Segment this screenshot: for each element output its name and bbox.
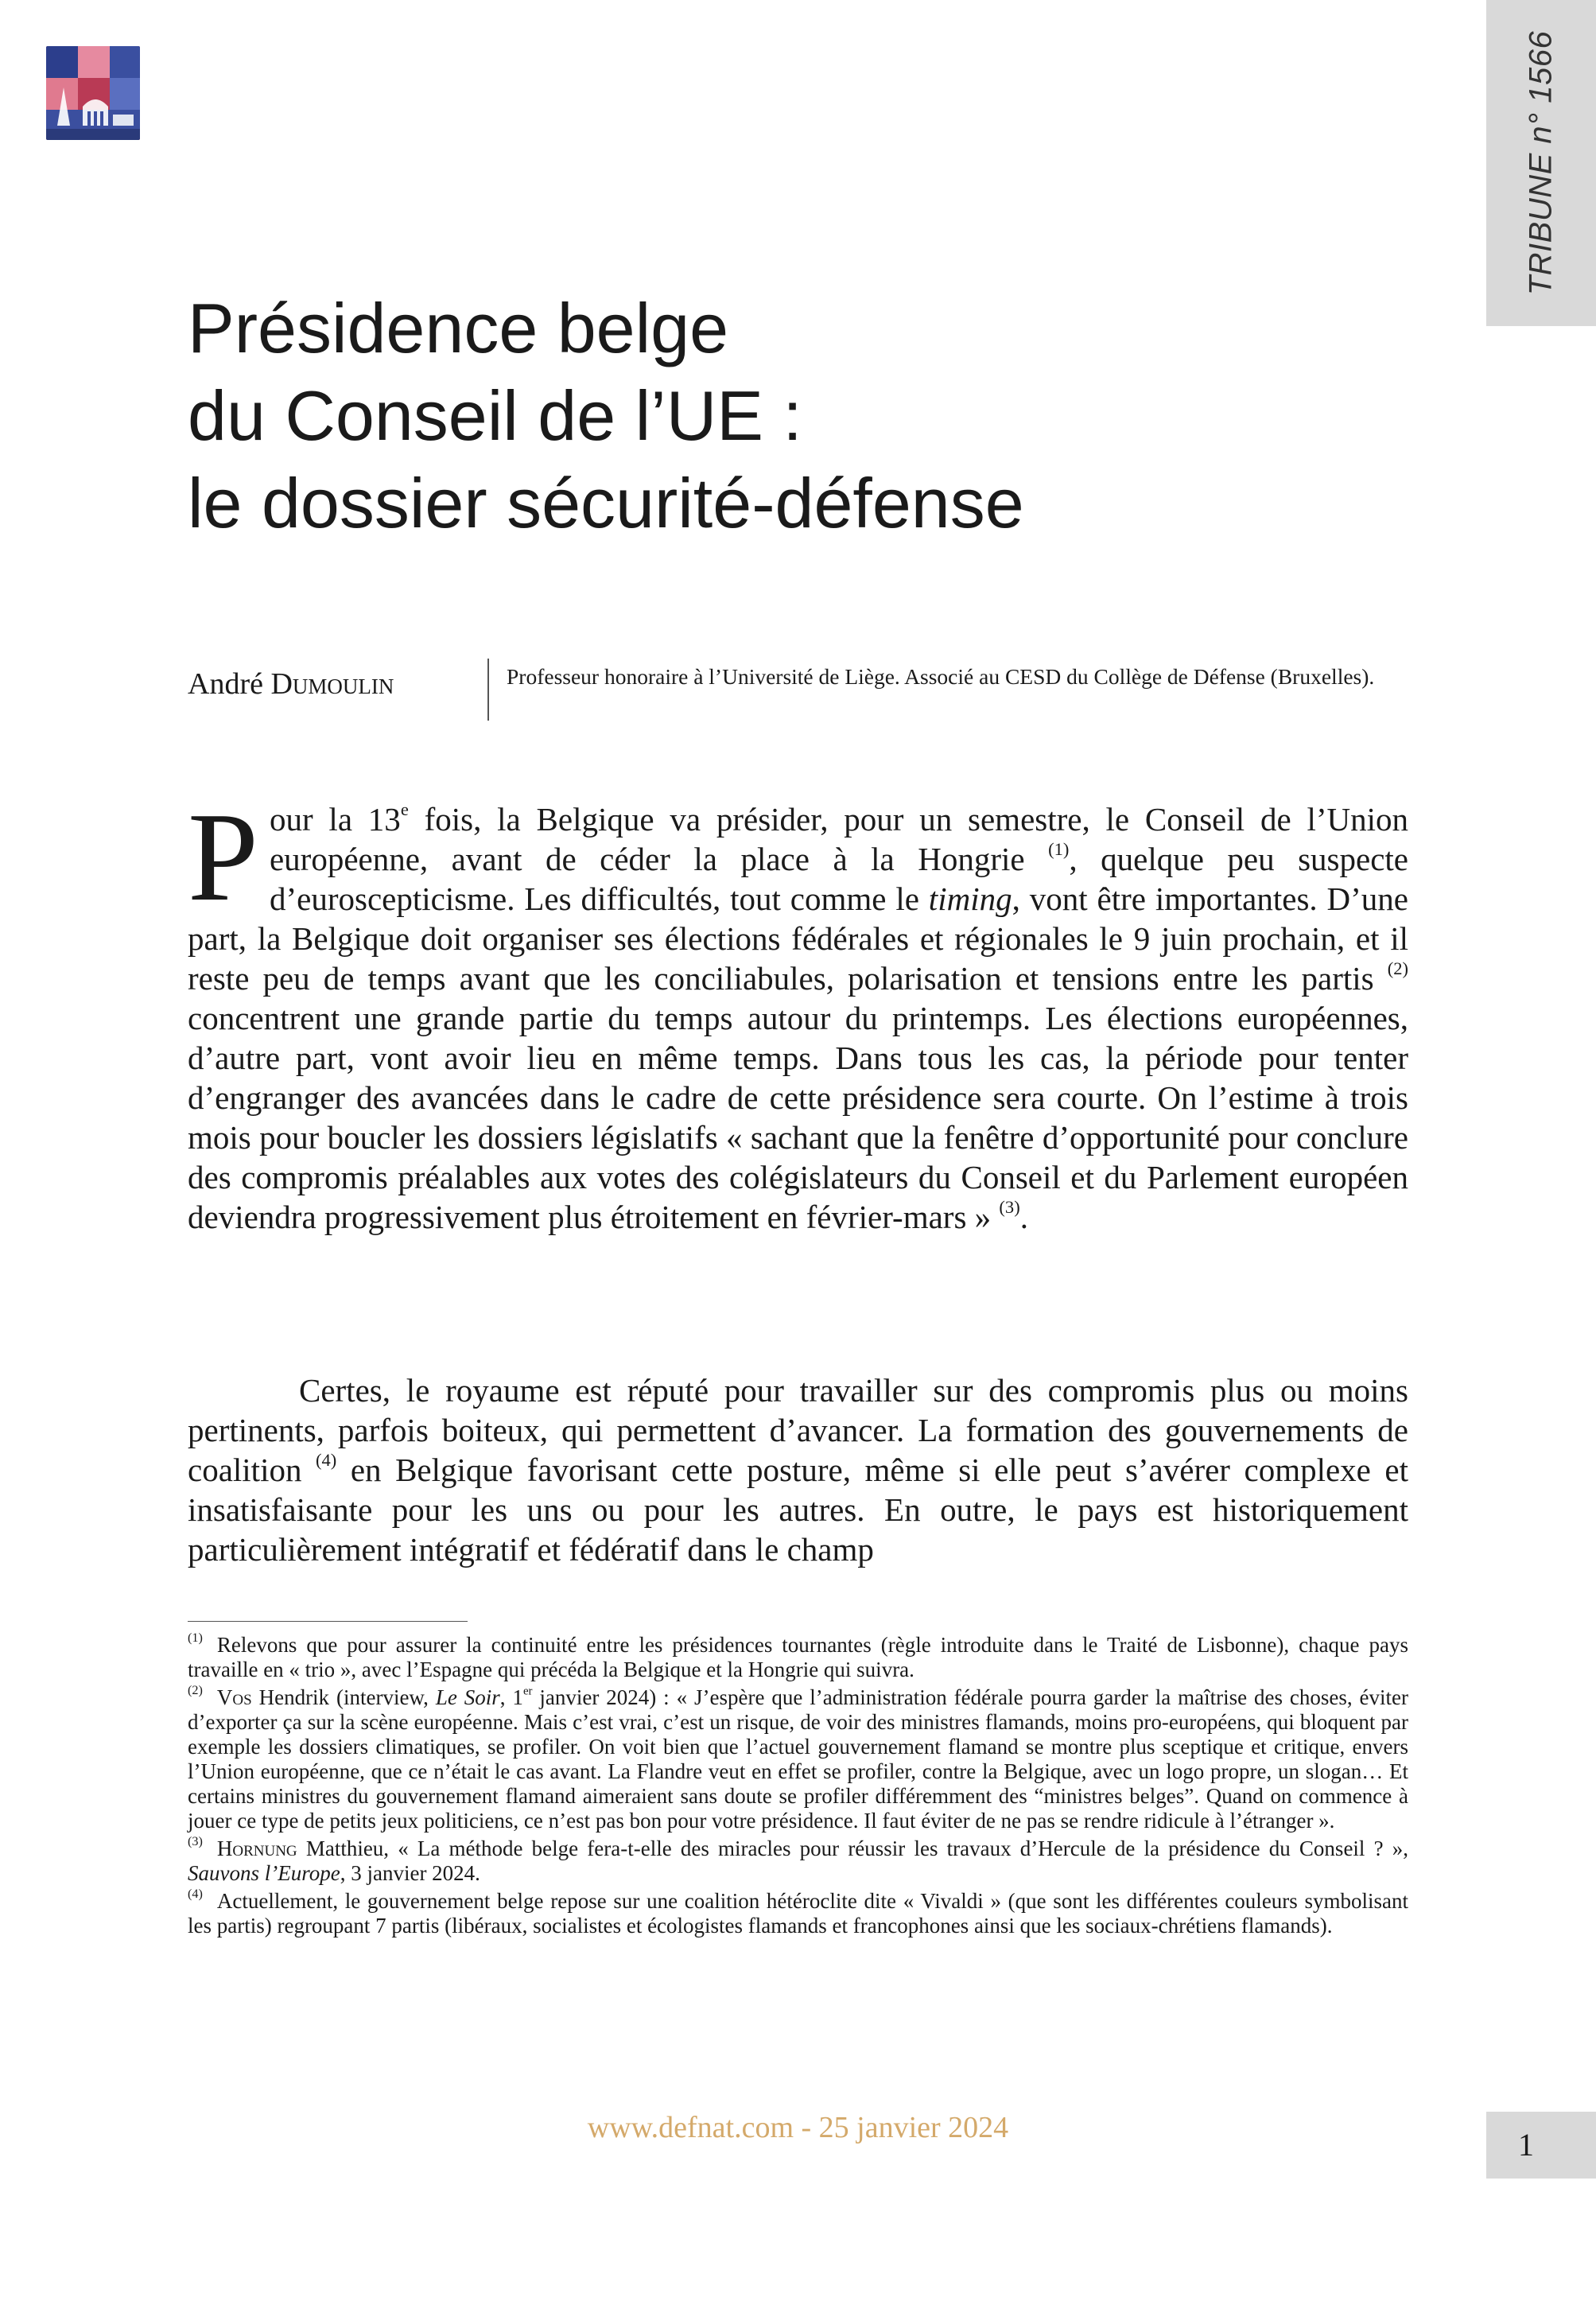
para1-text-1: our la 13 [269,801,401,838]
footnotes [188,1633,1408,1941]
tribune-number: TRIBUNE n° 1566 [1523,30,1559,296]
footer-url-date[interactable]: www.defnat.com - 25 janvier 2024 [587,2111,1009,2144]
author-first-name: André [188,667,263,701]
title-line-3: le dossier sécurité-défense [188,464,1024,542]
footnote-ref-3[interactable]: (3) [999,1196,1020,1217]
drop-cap: P [188,786,258,927]
footnote-ref-2[interactable]: (2) [1387,958,1408,978]
footnote-2-number: (2) [188,1683,203,1698]
author-affiliation: Professeur honoraire à l’Université de Liège. Associé au CESD du Collège de Défense (Bruxelles). [507,664,1375,689]
footnote-1-number: (1) [188,1631,203,1646]
title-line-2: du Conseil de l’UE : [188,376,802,455]
para2-text-1: Certes, le royaume est réputé pour travailler sur des compromis plus ou moins pertinents, parfois boiteux, qui permettent d’avancer. La formation des gouvernements de coalition [188,1372,1408,1488]
para1-text-6: . [1019,1199,1028,1235]
footnote-2-sup: er [522,1685,533,1698]
footnote-2-text-2: , 1 [499,1685,523,1709]
footnote-3-author: Hornung [216,1837,297,1860]
footnote-3-text-1: Matthieu, « La méthode belge fera-t-elle des miracles pour réussir les travaux d’Hercule de la présidence du Conseil ? », [297,1837,1408,1860]
footnote-4-text: Actuellement, le gouvernement belge repose sur une coalition hétéroclite dite « Vivaldi » (que sont les différentes couleurs symbolisant les partis) regroupant 7 partis (libéraux, socialistes et écologistes flamands et francophones ainsi que les sociaux-chrétiens flamands). [188,1889,1408,1938]
footnote-1 [188,1633,1408,1682]
footnote-2 [188,1685,1408,1833]
footnote-2-text-1: Hendrik (interview, [251,1685,436,1709]
footnote-1-text: Relevons que pour assurer la continuité entre les présidences tournantes (règle introduite dans le Traité de Lisbonne), chaque pays travaille en « trio », avec l’Espagne qui précéda la Belgique et la Hongrie qui suivra. [188,1633,1408,1681]
author-divider [487,659,489,721]
para1-italic: timing [928,880,1012,917]
footnote-2-text-3: janvier 2024) : « J’espère que l’administration fédérale pourra garder la maîtrise des choses, éviter d’exporter ça sur la scène européenne. Mais c’est vrai, c’est un risque, de voir des ministres flamands, moins pro-européens, qui bloquent par exemple les dossiers climatiques, se profiler. On voit bien que l’actuel gouvernement flamand se montre plus sceptique et critique, envers l’Union européenne, que ce n’était le cas avant. La Flandre veut en effet se profiler, contre la Belgique, avec un logo propre, un slogan… Et certains ministres du gouvernement flamand aimeraient sans doute se profiler différemment des “ministres belges”. Quand on commence à jouer ce type de petits jeux politiciens, ce n’est pas bon pour votre présidence. Il faut éviter de ne pas se rendre ridicule à l’étranger ». [188,1685,1408,1833]
para1-text-5: concentrent une grande partie du temps autour du printemps. Les élections européennes, d’autre part, vont avoir lieu en même temps. Dans tous les cas, la période pour tenter d’engranger des avancées dans le cadre de cette présidence sera courte. On l’estime à trois mois pour boucler les dossiers législatifs « sachant que la fenêtre d’opportunité pour conclure des compromis préalables aux votes des colégislateurs du Conseil et du Parlement européen deviendra progressivement plus étroitement en février-mars » [188,1000,1408,1235]
footnote-2-source: Le Soir [435,1685,500,1709]
footnote-3-source: Sauvons l’Europe [188,1861,340,1885]
page-number: 1 [1518,2127,1534,2163]
para2-text-2: en Belgique favorisant cette posture, même si elle peut s’avérer complexe et insatisfaisante pour les uns ou pour les autres. En outre, le pays est historiquement particulièrement intégratif et fédératif dans le champ [188,1452,1408,1568]
para1-text-3: , quelque peu suspecte d’euroscepticisme. Les difficultés, tout comme le [269,841,1408,917]
article-title [188,285,1380,547]
author-name [188,667,394,702]
para1-text-2: fois, la Belgique va présider, pour un semestre, le Conseil de l’Union européenne, avant de céder la place à la Hongrie [269,801,1408,877]
footnote-ref-1[interactable]: (1) [1048,838,1070,859]
para1-sup: e [400,799,409,819]
page-number-tab [1486,2112,1596,2179]
body-paragraph-2 [188,1370,1408,1569]
institution-logo-icon [46,46,140,140]
footnote-2-author: Vos [216,1685,252,1709]
body-paragraph-1 [188,786,1408,1237]
footnote-4-number: (4) [188,1887,203,1902]
footnote-3 [188,1834,1408,1886]
footnote-ref-4[interactable]: (4) [316,1449,337,1470]
footnote-4 [188,1889,1408,1938]
footnote-3-text-2: , 3 janvier 2024. [340,1861,480,1885]
footnote-rule [188,1621,468,1622]
footnote-3-number: (3) [188,1834,203,1849]
para1-text-4: , vont être importantes. D’une part, la Belgique doit organiser ses élections fédérales et régionales le 9 juin prochain, et il reste peu de temps avant que les conciliabules, polarisation et tensions entre les partis [188,880,1408,997]
title-line-1: Présidence belge [188,289,729,367]
author-last-name: Dumoulin [270,667,394,701]
tribune-side-tab [1486,0,1596,326]
